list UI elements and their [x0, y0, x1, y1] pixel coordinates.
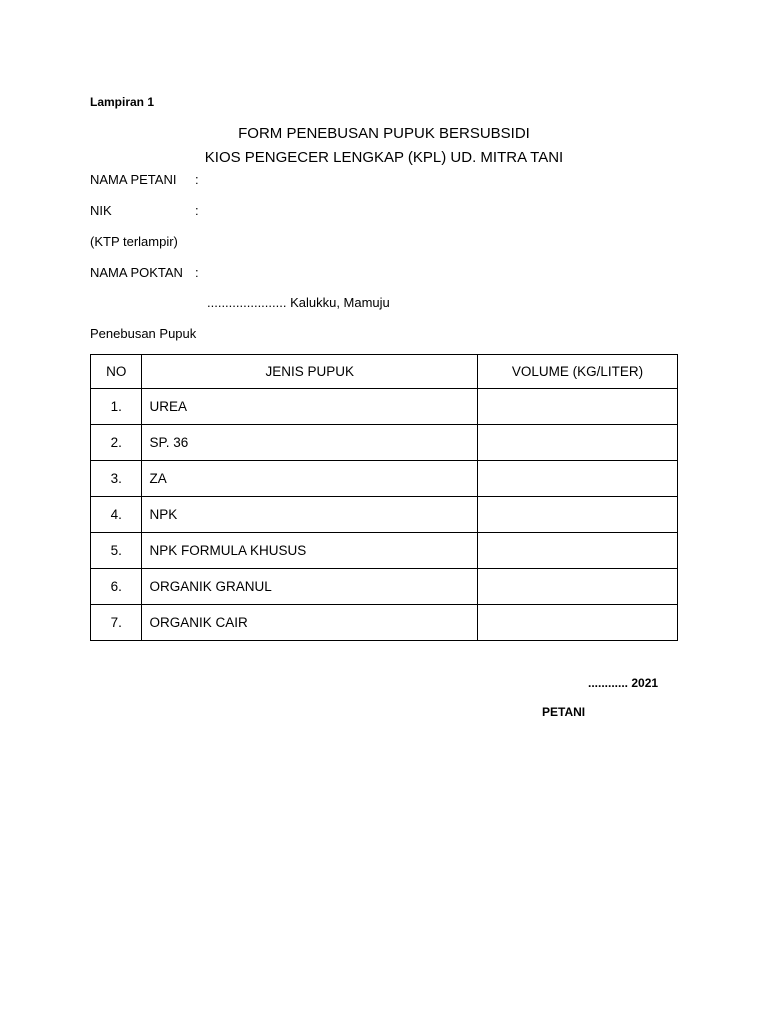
fertilizer-name: NPK	[142, 497, 478, 533]
table-row	[91, 497, 678, 533]
volume-field[interactable]	[478, 569, 678, 605]
date-line: ............ 2021	[588, 676, 659, 690]
volume-field[interactable]	[478, 425, 678, 461]
volume-field[interactable]	[478, 533, 678, 569]
fertilizer-name: ORGANIK GRANUL	[142, 569, 478, 605]
volume-field[interactable]	[478, 389, 678, 425]
volume-field[interactable]	[478, 605, 678, 641]
fertilizer-table	[90, 354, 678, 641]
field-colon-nama-poktan: :	[195, 265, 199, 280]
table-row	[91, 569, 678, 605]
volume-field[interactable]	[478, 461, 678, 497]
row-number: 4.	[91, 497, 142, 533]
form-title: FORM PENEBUSAN PUPUK BERSUBSIDI	[238, 125, 530, 142]
row-number: 5.	[91, 533, 142, 569]
ktp-note: (KTP terlampir)	[90, 234, 178, 249]
signature-label: PETANI	[542, 705, 586, 719]
row-number: 1.	[91, 389, 142, 425]
fertilizer-name: ZA	[142, 461, 478, 497]
fertilizer-name: SP. 36	[142, 425, 478, 461]
section-label: Penebusan Pupuk	[90, 326, 197, 341]
table-header-row	[91, 355, 678, 389]
volume-field[interactable]	[478, 497, 678, 533]
field-colon-nama-petani: :	[195, 172, 199, 187]
row-number: 2.	[91, 425, 142, 461]
table-row	[91, 425, 678, 461]
form-subtitle: KIOS PENGECER LENGKAP (KPL) UD. MITRA TANI	[204, 149, 564, 166]
table-row	[91, 605, 678, 641]
fertilizer-name: ORGANIK CAIR	[142, 605, 478, 641]
header-no: NO	[91, 355, 142, 389]
place-line: ...................... Kalukku, Mamuju	[207, 295, 390, 310]
row-number: 3.	[91, 461, 142, 497]
field-label-nama-petani: NAMA PETANI	[90, 172, 177, 187]
table-row	[91, 389, 678, 425]
field-label-nik: NIK	[90, 203, 112, 218]
header-jenis-pupuk: JENIS PUPUK	[142, 355, 478, 389]
table-row	[91, 533, 678, 569]
row-number: 6.	[91, 569, 142, 605]
header-volume: VOLUME (KG/LITER)	[478, 355, 678, 389]
attachment-label: Lampiran 1	[90, 95, 155, 109]
fertilizer-name: NPK FORMULA KHUSUS	[142, 533, 478, 569]
fertilizer-name: UREA	[142, 389, 478, 425]
table-row	[91, 461, 678, 497]
field-colon-nik: :	[195, 203, 199, 218]
field-label-nama-poktan: NAMA POKTAN	[90, 265, 183, 280]
row-number: 7.	[91, 605, 142, 641]
